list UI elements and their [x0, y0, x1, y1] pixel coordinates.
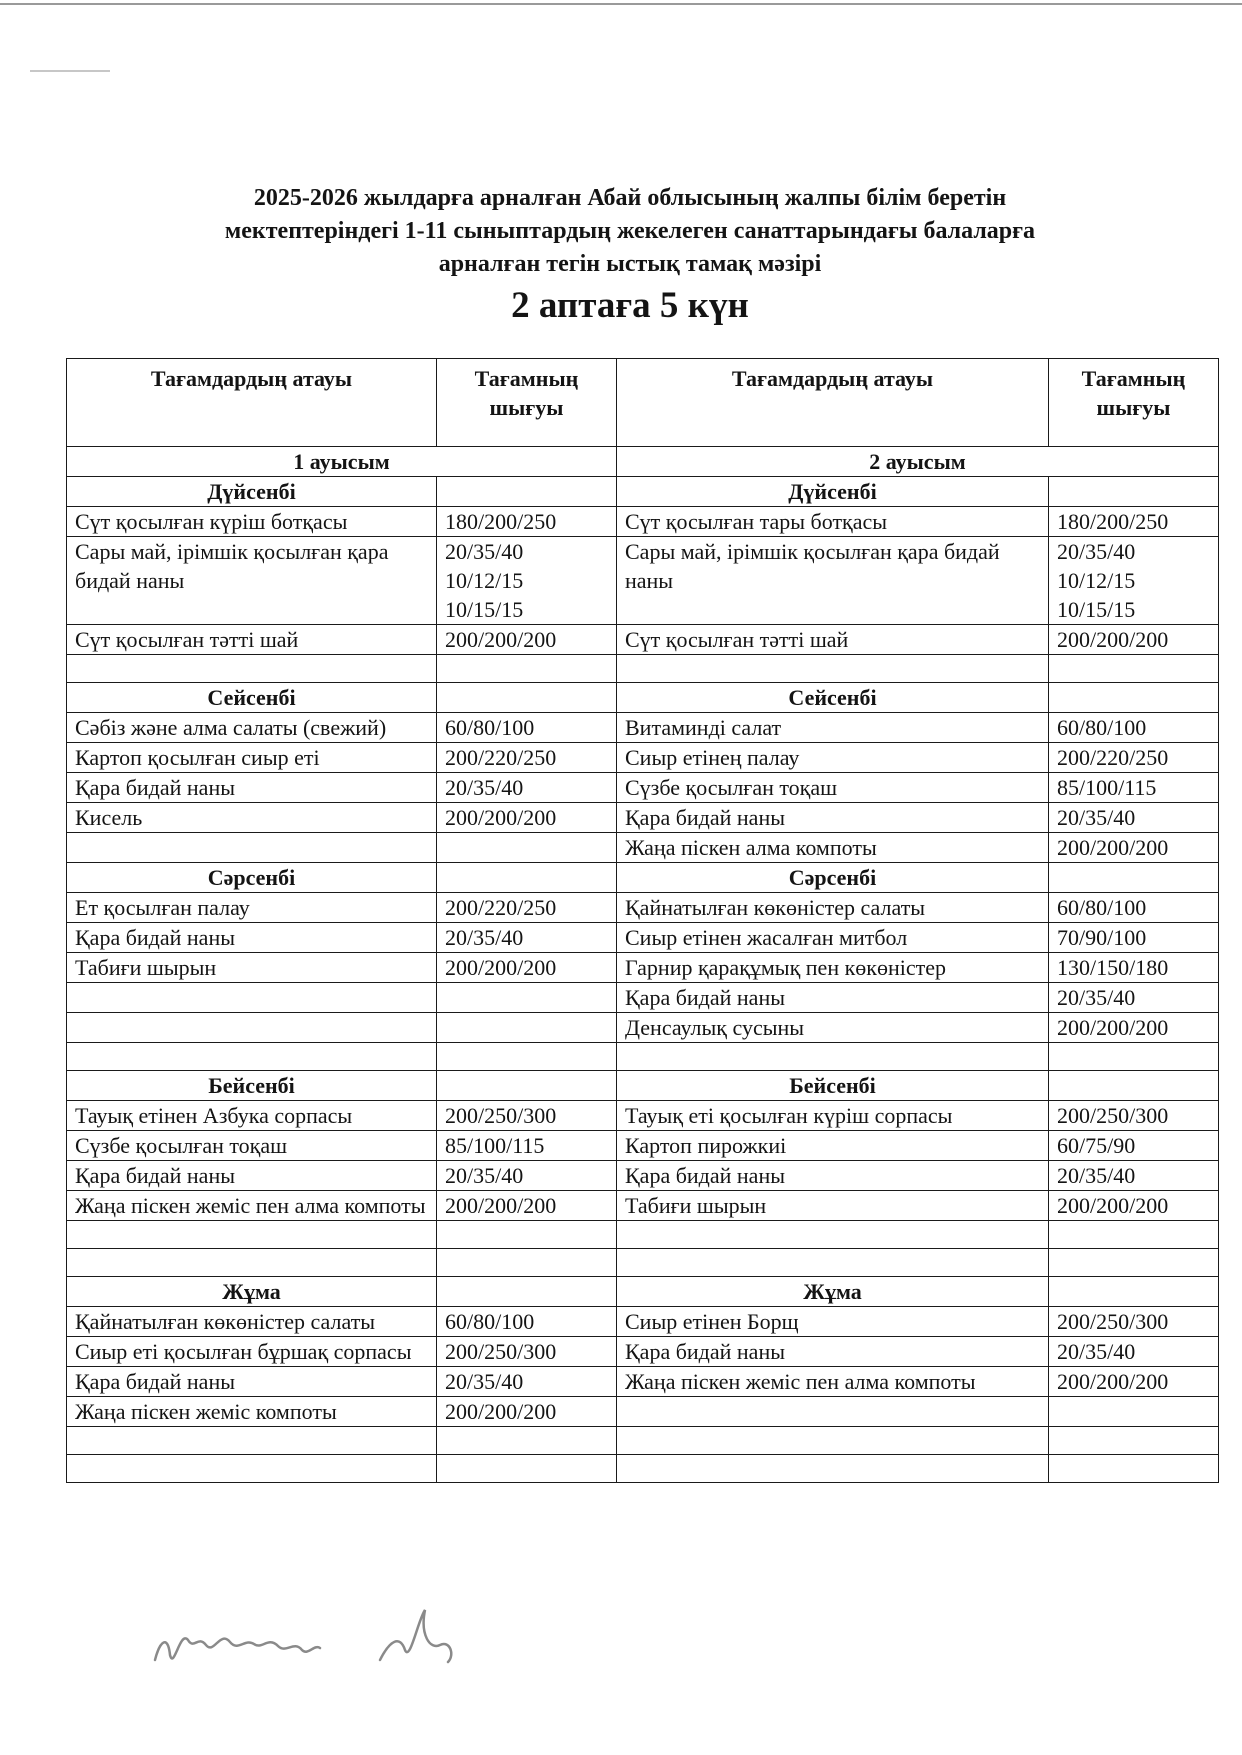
header-dish-name-1: Тағамдардың атауы [67, 359, 437, 447]
menu-item-row [67, 1337, 1219, 1367]
day-row-monday [67, 477, 1219, 507]
empty-cell [1049, 1043, 1219, 1071]
empty-cell [67, 655, 437, 683]
dish-name: Сүт қосылған тәтті шай [67, 625, 437, 655]
dish-name: Сары май, ірімшік қосылған қара бидай наны [67, 537, 437, 625]
dish-name: Сүт қосылған күріш ботқасы [67, 507, 437, 537]
dish-name: Қара бидай наны [67, 1367, 437, 1397]
menu-item-row [67, 625, 1219, 655]
menu-body [67, 477, 1219, 1483]
menu-item-row [67, 507, 1219, 537]
menu-item-row [67, 803, 1219, 833]
empty-cell [437, 1427, 617, 1455]
empty-cell [437, 1277, 617, 1307]
dish-yield: 200/250/300 [437, 1337, 617, 1367]
dish-yield: 60/75/90 [1049, 1131, 1219, 1161]
empty-cell [1049, 655, 1219, 683]
menu-item-row [67, 1013, 1219, 1043]
dish-yield: 200/200/200 [1049, 625, 1219, 655]
dish-name: Денсаулық сусыны [617, 1013, 1049, 1043]
dish-name: Сүзбе қосылған тоқаш [67, 1131, 437, 1161]
dish-yield: 200/200/200 [1049, 1013, 1219, 1043]
dish-name: Тауық етінен Азбука сорпасы [67, 1101, 437, 1131]
document-title [60, 182, 1200, 281]
dish-name: Сәбіз және алма салаты (свежий) [67, 713, 437, 743]
header-dish-name-2: Тағамдардың атауы [617, 359, 1049, 447]
empty-cell [437, 1013, 617, 1043]
dish-name: Қайнатылған көкөністер салаты [67, 1307, 437, 1337]
dish-yield: 70/90/100 [1049, 923, 1219, 953]
dish-name: Табиғи шырын [67, 953, 437, 983]
day-label-shift-1: Дүйсенбі [67, 477, 437, 507]
menu-item-row [67, 923, 1219, 953]
dish-yield: 20/35/40 [1049, 803, 1219, 833]
menu-item-row [67, 713, 1219, 743]
dish-yield: 20/35/40 10/12/15 10/15/15 [1049, 537, 1219, 625]
dish-yield: 85/100/115 [437, 1131, 617, 1161]
shift-2-label: 2 ауысым [617, 447, 1219, 477]
day-row-wednesday [67, 863, 1219, 893]
empty-cell [1049, 1427, 1219, 1455]
dish-yield: 200/200/200 [1049, 833, 1219, 863]
day-label-shift-1: Сәрсенбі [67, 863, 437, 893]
empty-cell [617, 1221, 1049, 1249]
dish-yield: 200/200/200 [1049, 1367, 1219, 1397]
dish-yield: 20/35/40 [437, 773, 617, 803]
dish-name: Қара бидай наны [67, 923, 437, 953]
dish-name: Картоп қосылған сиыр еті [67, 743, 437, 773]
dish-yield: 20/35/40 [437, 1161, 617, 1191]
scan-edge-line [0, 3, 1242, 5]
dish-name: Сиыр етінен Борщ [617, 1307, 1049, 1337]
menu-item-row [67, 983, 1219, 1013]
empty-cell [67, 1249, 437, 1277]
dish-yield: 200/250/300 [437, 1101, 617, 1131]
dish-name: Қара бидай наны [617, 1337, 1049, 1367]
menu-item-row [67, 1397, 1219, 1427]
menu-table [66, 358, 1219, 1483]
empty-row [67, 1249, 1219, 1277]
dish-name: Кисель [67, 803, 437, 833]
dish-yield: 200/220/250 [1049, 743, 1219, 773]
empty-cell [1049, 1071, 1219, 1101]
scan-speck [30, 70, 110, 72]
empty-cell [67, 983, 437, 1013]
menu-item-row [67, 953, 1219, 983]
day-label-shift-1: Жұма [67, 1277, 437, 1307]
menu-item-row [67, 537, 1219, 625]
empty-cell [67, 1427, 437, 1455]
dish-name: Сары май, ірімшік қосылған қара бидай наны [617, 537, 1049, 625]
day-row-tuesday [67, 683, 1219, 713]
dish-name: Қара бидай наны [617, 983, 1049, 1013]
dish-name: Сиыр етінен жасалған митбол [617, 923, 1049, 953]
empty-cell [67, 1043, 437, 1071]
dish-yield: 200/200/200 [437, 803, 617, 833]
dish-yield: 85/100/115 [1049, 773, 1219, 803]
dish-name: Қара бидай наны [67, 773, 437, 803]
shift-1-label: 1 ауысым [67, 447, 617, 477]
day-label-shift-1: Бейсенбі [67, 1071, 437, 1101]
menu-item-row [67, 1191, 1219, 1221]
empty-cell [437, 833, 617, 863]
empty-row [67, 655, 1219, 683]
dish-name: Тауық еті қосылған күріш сорпасы [617, 1101, 1049, 1131]
day-label-shift-2: Жұма [617, 1277, 1049, 1307]
title-line-1: 2025-2026 жылдарға арналған Абай облысының жалпы білім беретін [253, 185, 1007, 211]
empty-cell [617, 1397, 1049, 1427]
empty-cell [437, 1221, 617, 1249]
dish-yield: 200/220/250 [437, 893, 617, 923]
empty-cell [437, 1455, 617, 1483]
empty-cell [1049, 1277, 1219, 1307]
dish-name: Гарнир қарақұмық пен көкөністер [617, 953, 1049, 983]
empty-cell [437, 683, 617, 713]
dish-name: Табиғи шырын [617, 1191, 1049, 1221]
dish-yield: 20/35/40 [437, 1367, 617, 1397]
dish-name: Жаңа піскен алма компоты [617, 833, 1049, 863]
dish-name: Картоп пирожкиі [617, 1131, 1049, 1161]
empty-cell [1049, 1249, 1219, 1277]
document-subtitle: 2 аптаға 5 күн [511, 285, 749, 326]
dish-name: Жаңа піскен жеміс компоты [67, 1397, 437, 1427]
empty-cell [617, 1043, 1049, 1071]
dish-name: Сүт қосылған тәтті шай [617, 625, 1049, 655]
empty-cell [437, 1071, 617, 1101]
menu-item-row [67, 773, 1219, 803]
menu-item-row [67, 1367, 1219, 1397]
header-dish-yield-2: Тағамның шығуы [1049, 359, 1219, 447]
menu-item-row [67, 1101, 1219, 1131]
menu-item-row [67, 743, 1219, 773]
dish-yield: 200/200/200 [437, 625, 617, 655]
empty-cell [437, 863, 617, 893]
dish-name: Жаңа піскен жеміс пен алма компоты [67, 1191, 437, 1221]
dish-yield: 180/200/250 [437, 507, 617, 537]
dish-name: Қара бидай наны [617, 803, 1049, 833]
dish-name: Ет қосылған палау [67, 893, 437, 923]
empty-row [67, 1043, 1219, 1071]
dish-yield: 180/200/250 [1049, 507, 1219, 537]
empty-cell [1049, 683, 1219, 713]
dish-yield: 200/200/200 [437, 953, 617, 983]
dish-yield: 20/35/40 [1049, 983, 1219, 1013]
dish-yield: 20/35/40 [437, 923, 617, 953]
day-label-shift-2: Сейсенбі [617, 683, 1049, 713]
empty-cell [67, 1221, 437, 1249]
dish-yield: 200/250/300 [1049, 1307, 1219, 1337]
empty-cell [67, 1013, 437, 1043]
dish-yield: 200/220/250 [437, 743, 617, 773]
header-dish-yield-1: Тағамның шығуы [437, 359, 617, 447]
day-label-shift-2: Дүйсенбі [617, 477, 1049, 507]
empty-cell [617, 1427, 1049, 1455]
empty-cell [1049, 1397, 1219, 1427]
empty-cell [1049, 863, 1219, 893]
day-row-friday [67, 1277, 1219, 1307]
shift-row [67, 447, 1219, 477]
title-line-3: арналған тегін ыстық тамақ мәзірі [438, 251, 822, 277]
empty-row [67, 1427, 1219, 1455]
empty-cell [437, 983, 617, 1013]
dish-name: Қара бидай наны [617, 1161, 1049, 1191]
menu-item-row [67, 893, 1219, 923]
dish-yield: 60/80/100 [437, 713, 617, 743]
dish-yield: 130/150/180 [1049, 953, 1219, 983]
dish-yield: 60/80/100 [437, 1307, 617, 1337]
dish-name: Витаминді салат [617, 713, 1049, 743]
empty-cell [67, 1455, 437, 1483]
dish-yield: 200/250/300 [1049, 1101, 1219, 1131]
menu-item-row [67, 1307, 1219, 1337]
dish-name: Жаңа піскен жеміс пен алма компоты [617, 1367, 1049, 1397]
empty-cell [1049, 1455, 1219, 1483]
dish-yield: 20/35/40 10/12/15 10/15/15 [437, 537, 617, 625]
empty-cell [437, 477, 617, 507]
dish-yield: 200/200/200 [437, 1191, 617, 1221]
menu-item-row [67, 833, 1219, 863]
empty-cell [617, 1249, 1049, 1277]
dish-name: Сиыр етінең палау [617, 743, 1049, 773]
empty-cell [67, 833, 437, 863]
empty-cell [437, 1043, 617, 1071]
menu-item-row [67, 1131, 1219, 1161]
handwritten-signature [150, 1600, 490, 1680]
day-label-shift-2: Бейсенбі [617, 1071, 1049, 1101]
dish-name: Қайнатылған көкөністер салаты [617, 893, 1049, 923]
empty-cell [437, 655, 617, 683]
dish-name: Сүзбе қосылған тоқаш [617, 773, 1049, 803]
dish-name: Сүт қосылған тары ботқасы [617, 507, 1049, 537]
dish-yield: 20/35/40 [1049, 1337, 1219, 1367]
dish-yield: 60/80/100 [1049, 893, 1219, 923]
empty-cell [1049, 477, 1219, 507]
empty-cell [1049, 1221, 1219, 1249]
dish-name: Сиыр еті қосылған бұршақ сорпасы [67, 1337, 437, 1367]
empty-cell [617, 655, 1049, 683]
menu-item-row [67, 1161, 1219, 1191]
dish-yield: 20/35/40 [1049, 1161, 1219, 1191]
empty-row [67, 1455, 1219, 1483]
dish-yield: 60/80/100 [1049, 713, 1219, 743]
day-row-thursday [67, 1071, 1219, 1101]
header-row [67, 359, 1219, 447]
dish-name: Қара бидай наны [67, 1161, 437, 1191]
empty-cell [437, 1249, 617, 1277]
day-label-shift-1: Сейсенбі [67, 683, 437, 713]
dish-yield: 200/200/200 [1049, 1191, 1219, 1221]
dish-yield: 200/200/200 [437, 1397, 617, 1427]
title-line-2: мектептеріндегі 1-11 сыныптардың жекелеген санаттарындағы балаларға [224, 218, 1036, 244]
empty-cell [617, 1455, 1049, 1483]
day-label-shift-2: Сәрсенбі [617, 863, 1049, 893]
empty-row [67, 1221, 1219, 1249]
